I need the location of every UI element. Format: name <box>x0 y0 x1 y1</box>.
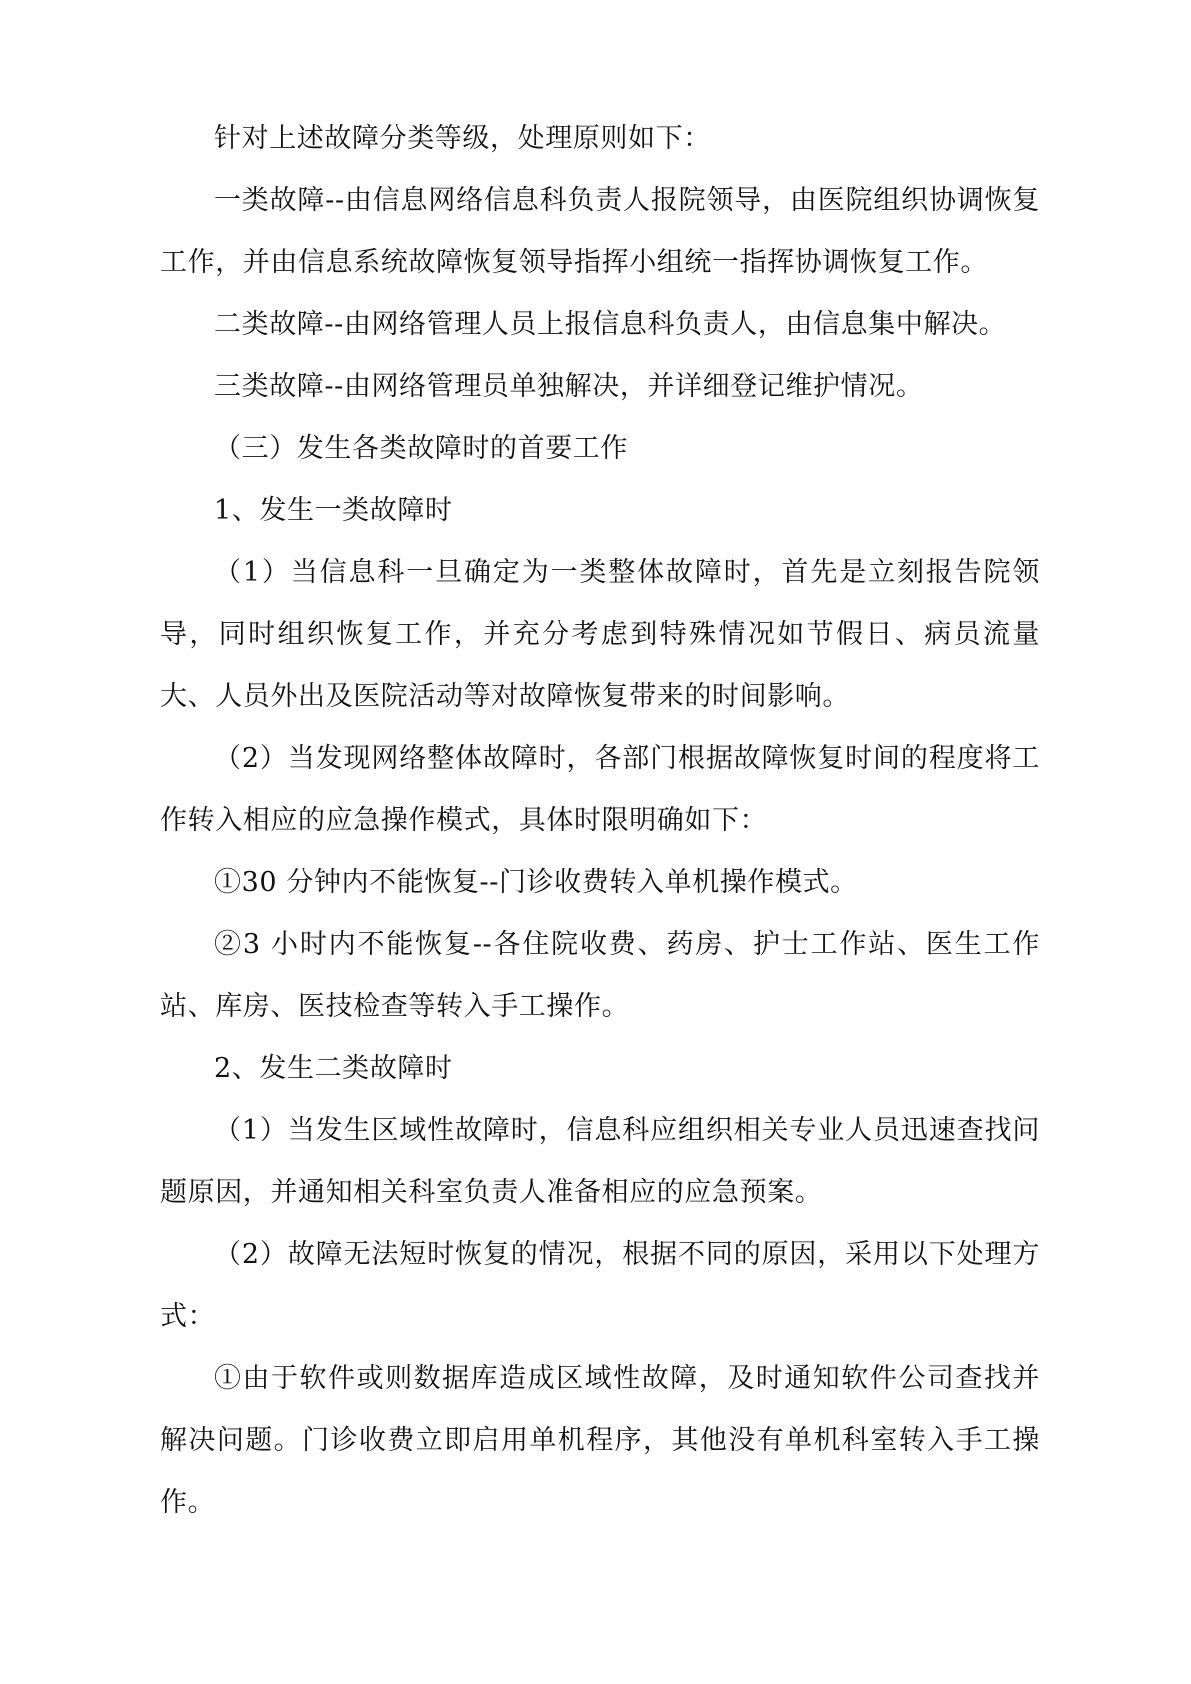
subheading-class-two: 2、发生二类故障时 <box>214 1053 453 1084</box>
list-item-30-minutes: ①30 分钟内不能恢复--门诊收费转入单机操作模式。 <box>214 867 858 898</box>
paragraph-class-one-step-2: （2）当发现网络整体故障时，各部门根据故障恢复时间的程度将工作转入相应的应急操作模式，具体时限明确如下： <box>160 743 1040 836</box>
paragraph-class-one-fault: 一类故障--由信息网络信息科负责人报院领导，由医院组织协调恢复工作，并由信息系统故障恢复领导指挥小组统一指挥协调恢复工作。 <box>160 185 1040 278</box>
document-body <box>160 108 1040 1534</box>
paragraph-class-two-step-2: （2）故障无法短时恢复的情况，根据不同的原因，采用以下处理方式： <box>160 1239 1040 1332</box>
paragraph-principles-intro: 针对上述故障分类等级，处理原则如下： <box>214 123 711 154</box>
list-item-3-hours: ②3 小时内不能恢复--各住院收费、药房、护士工作站、医生工作站、库房、医技检查等转入手工操作。 <box>160 929 1040 1022</box>
paragraph-class-three-fault: 三类故障--由网络管理员单独解决，并详细登记维护情况。 <box>214 371 924 402</box>
subheading-class-one: 1、发生一类故障时 <box>214 495 453 526</box>
paragraph-class-one-step-1: （1）当信息科一旦确定为一类整体故障时，首先是立刻报告院领导，同时组织恢复工作，并充分考虑到特殊情况如节假日、病员流量大、人员外出及医院活动等对故障恢复带来的时间影响。 <box>160 557 1040 712</box>
section-heading-primary-work: （三）发生各类故障时的首要工作 <box>214 433 628 464</box>
paragraph-class-two-fault: 二类故障--由网络管理人员上报信息科负责人，由信息集中解决。 <box>214 309 1007 340</box>
list-item-software-database: ①由于软件或则数据库造成区域性故障，及时通知软件公司查找并解决问题。门诊收费立即启用单机程序，其他没有单机科室转入手工操作。 <box>160 1363 1040 1518</box>
paragraph-class-two-step-1: （1）当发生区域性故障时，信息科应组织相关专业人员迅速查找问题原因，并通知相关科室负责人准备相应的应急预案。 <box>160 1115 1040 1208</box>
